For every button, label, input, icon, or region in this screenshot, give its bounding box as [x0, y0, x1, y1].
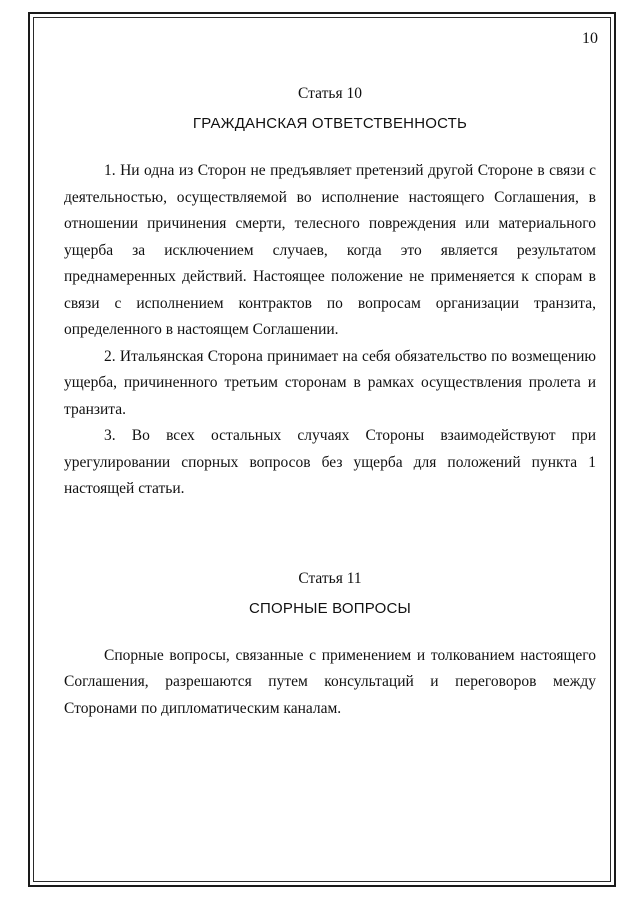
article-11 — [64, 569, 596, 723]
paragraph: Спорные вопросы, связанные с применением и толкованием настоящего Соглашения, разрешаются путем консультаций и переговоров между Сторонами по дипломатическим каналам. — [64, 646, 596, 717]
paragraph: 3. Во всех остальных случаях Стороны взаимодействуют при урегулировании спорных вопросов без ущерба для положений пункта 1 настоящей статьи. — [64, 427, 596, 497]
article-body — [64, 158, 596, 503]
paragraph: 2. Итальянская Сторона принимает на себя обязательство по возмещению ущерба, причиненного третьим сторонам в рамках осуществления пролета и транзита. — [64, 347, 596, 418]
article-number: Статья 11 — [298, 569, 362, 587]
article-title: СПОРНЫЕ ВОПРОСЫ — [249, 599, 411, 617]
document-body — [64, 76, 596, 722]
article-10 — [64, 84, 596, 503]
article-number: Статья 10 — [298, 85, 362, 102]
article-body — [64, 643, 596, 723]
article-title: ГРАЖДАНСКАЯ ОТВЕТСТВЕННОСТЬ — [192, 115, 468, 132]
paragraph: 1. Ни одна из Сторон не предъявляет претензий другой Стороне в связи с деятельностью, осуществляемой во исполнение настоящего Соглашения, в отношении причинения смерти, телесного повреждения или материального ущерба за исключением случаев, когда это является результатом преднамеренных действий. Настоящее положение не применяется к спорам в связи с исполнением контрактов по вопросам организации транзита, определенного в настоящем Соглашении. — [64, 162, 596, 338]
page-number: 10 — [582, 30, 598, 47]
